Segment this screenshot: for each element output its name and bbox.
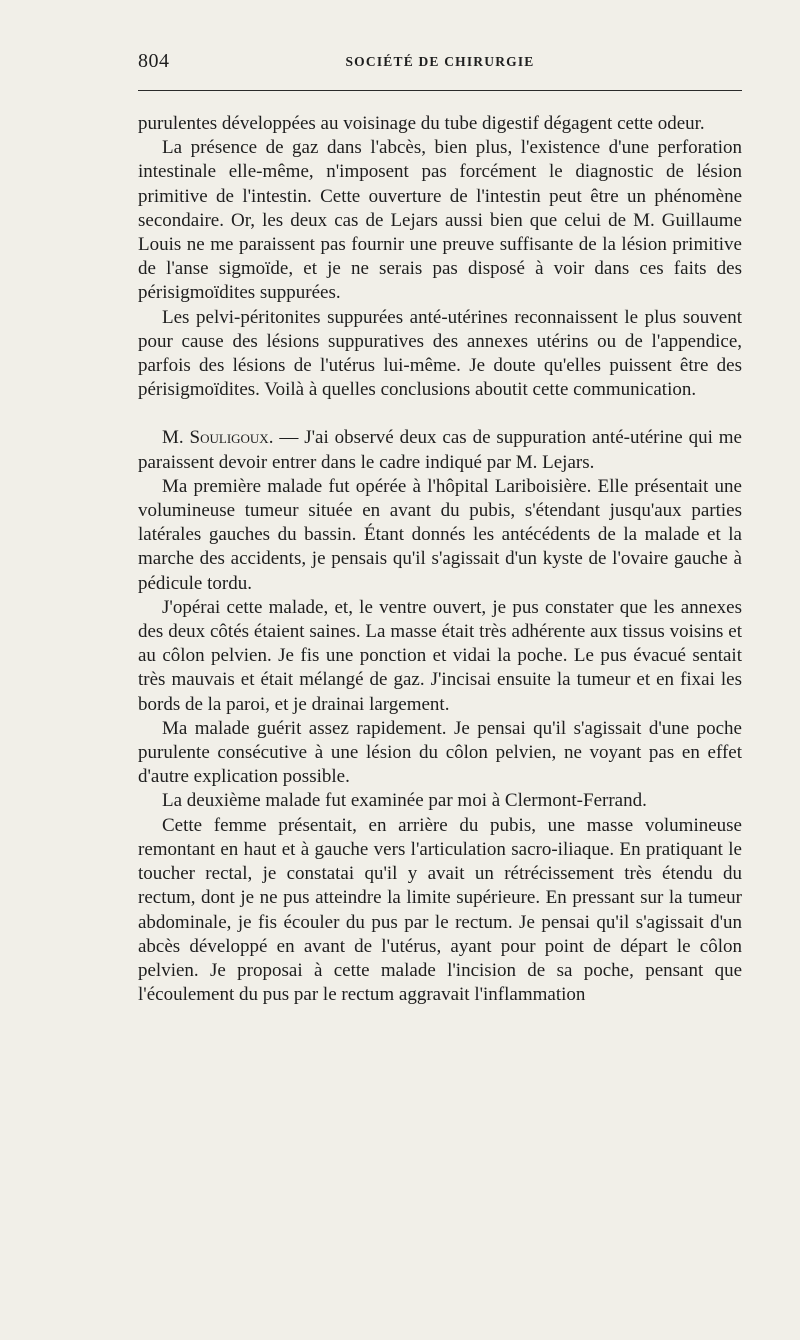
speaker-text: . — J'ai observé deux cas de suppuration anté-utérine qui me paraissent devoir entrer dans le cadre indiqué par M. Lejars.: [138, 427, 742, 473]
paragraph-souligoux-intro: [138, 426, 742, 474]
paragraph-operation: J'opérai cette malade, et, le ventre ouvert, je pus constater que les annexes des deux côtés étaient saines. La masse était très adhérente aux tissus voisins et au côlon pelvien. Je fis une ponction et vidai la poche. Le pus évacué sentait très mauvais et était mélangé de gaz. J'incisai ensuite la tumeur et en fixai les bords de la paroi, et je drainai largement.: [138, 596, 742, 715]
body-text: [138, 112, 742, 1007]
paragraph-continuation: purulentes développées au voisinage du tube digestif dégagent cette odeur.: [138, 113, 705, 134]
speaker-name: Souligoux: [189, 427, 269, 449]
paragraph-gas-diagnosis: La présence de gaz dans l'abcès, bien plus, l'existence d'une perforation intestinale elle-même, n'imposent pas forcément le diagnostic de lésion primitive de l'intestin. Cette ouverture de l'intestin peut être un phénomène secondaire. Or, les deux cas de Lejars aussi bien que celui de M. Guillaume Louis ne me paraissent pas fournir une preuve suffisante de la lésion primitive de l'anse sigmoïde, et je ne serais pas disposé à voir dans ces faits des périsigmoïdites suppurées.: [138, 137, 742, 304]
paragraph-second-patient-details: Cette femme présentait, en arrière du pubis, une masse volumineuse remontant en haut et à gauche vers l'articulation sacro-iliaque. En pratiquant le toucher rectal, je constatai qu'il y avait un rétrécissement très étendu du rectum, dont je ne pus atteindre la limite supérieure. En pressant sur la tumeur abdominale, je fis écouler du pus par le rectum. Je pensai qu'il s'agissait d'un abcès développé en avant de l'utérus, ayant pour point de départ le côlon pelvien. Je proposai à cette malade l'incision de sa poche, pensant que l'écoulement du pus par le rectum aggravait l'inflammation: [138, 814, 742, 1006]
paragraph-pelvi-peritonitis: Les pelvi-péritonites suppurées anté-utérines reconnaissent le plus souvent pour cause des lésions suppuratives des annexes utérins ou de l'appendice, parfois des lésions de l'utérus lui-même. Je doute qu'elles puissent être des périsigmoïdites. Voilà à quelles conclusions aboutit cette communication.: [138, 306, 742, 401]
running-head: SOCIÉTÉ DE CHIRURGIE: [345, 54, 535, 69]
paragraph-second-patient: La deuxième malade fut examinée par moi à Clermont-Ferrand.: [162, 790, 647, 812]
page-number: 804: [138, 50, 170, 72]
speaker-prefix: M.: [162, 427, 190, 449]
paragraph-first-patient: Ma première malade fut opérée à l'hôpital Lariboisière. Elle présentait une volumineuse tumeur située en avant du pubis, s'étendant jusqu'aux parties latérales gauches du bassin. Étant donnés les antécédents de la malade et la marche des accidents, je pensais qu'il s'agissait d'un kyste de l'ovaire gauche à pédicule tordu.: [138, 475, 742, 594]
header-rule: [138, 90, 742, 91]
page-header: [138, 50, 742, 74]
paragraph-recovery: Ma malade guérit assez rapidement. Je pensai qu'il s'agissait d'une poche purulente consécutive à une lésion du côlon pelvien, ne voyant pas en effet d'autre explication possible.: [138, 717, 742, 788]
